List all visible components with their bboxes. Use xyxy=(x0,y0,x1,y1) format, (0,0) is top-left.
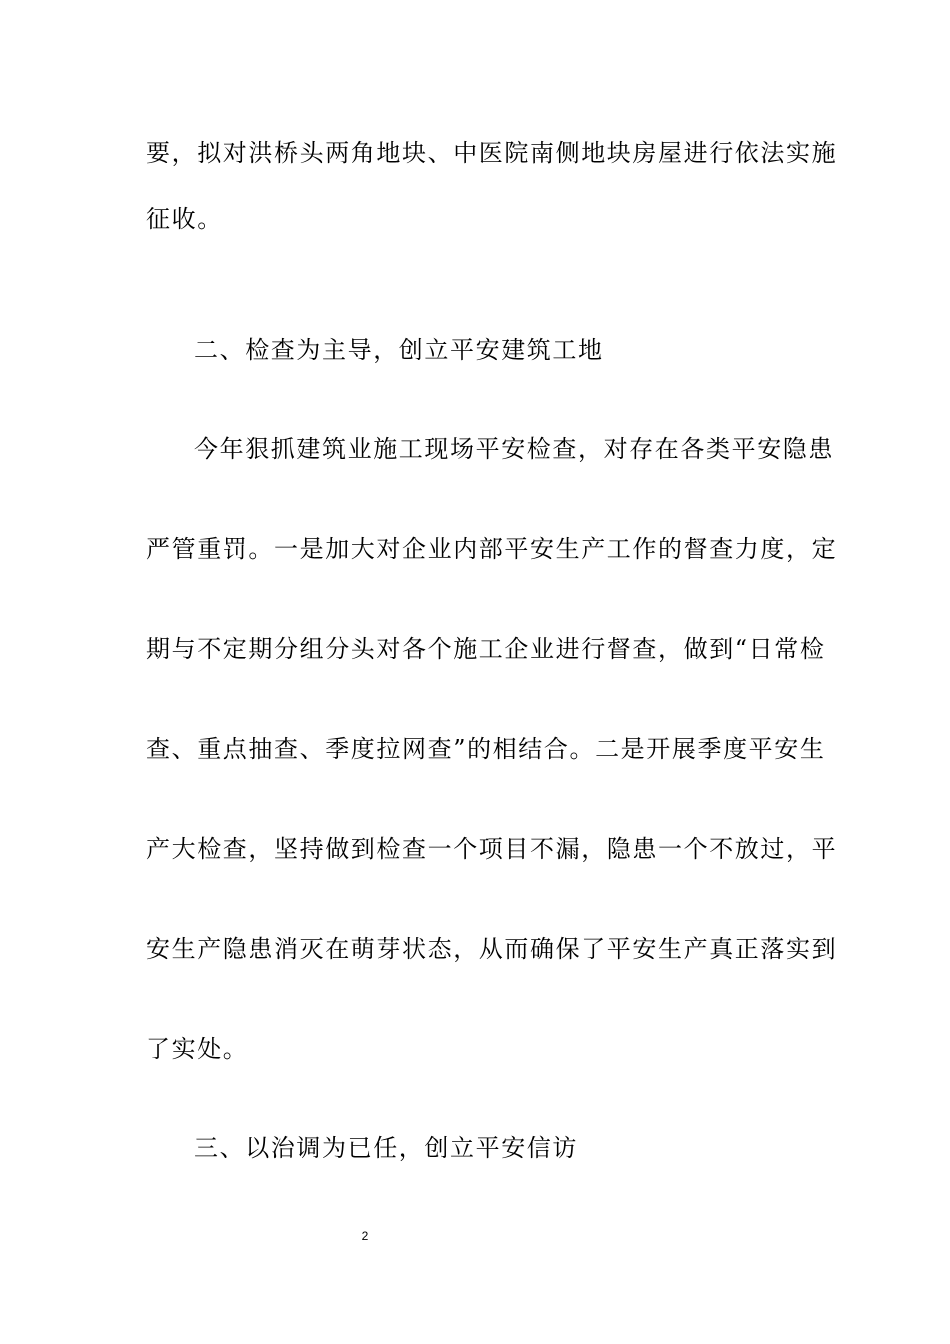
paragraph-line: 安生产隐患消灭在萌芽状态，从而确保了平安生产真正落实到 xyxy=(146,935,838,963)
section-heading: 二、检查为主导，创立平安建筑工地 xyxy=(194,336,604,364)
paragraph-line: 了实处。 xyxy=(146,1035,249,1063)
paragraph-line: 严管重罚。一是加大对企业内部平安生产工作的督查力度，定 xyxy=(146,535,838,563)
section-heading: 三、以治调为已任，创立平安信访 xyxy=(194,1134,578,1162)
paragraph-line: 期与不定期分组分头对各个施工企业进行督查，做到“日常检 xyxy=(146,635,826,663)
paragraph-line: 今年狠抓建筑业施工现场平安检查，对存在各类平安隐患 xyxy=(194,435,834,463)
paragraph-line: 征收。 xyxy=(146,205,223,233)
paragraph-line: 查、重点抽查、季度拉网查”的相结合。二是开展季度平安生 xyxy=(146,735,826,763)
paragraph-line: 要，拟对洪桥头两角地块、中医院南侧地块房屋进行依法实施 xyxy=(146,139,838,167)
page-number: 2 xyxy=(361,1229,369,1243)
paragraph-line: 产大检查，坚持做到检查一个项目不漏，隐患一个不放过，平 xyxy=(146,835,838,863)
